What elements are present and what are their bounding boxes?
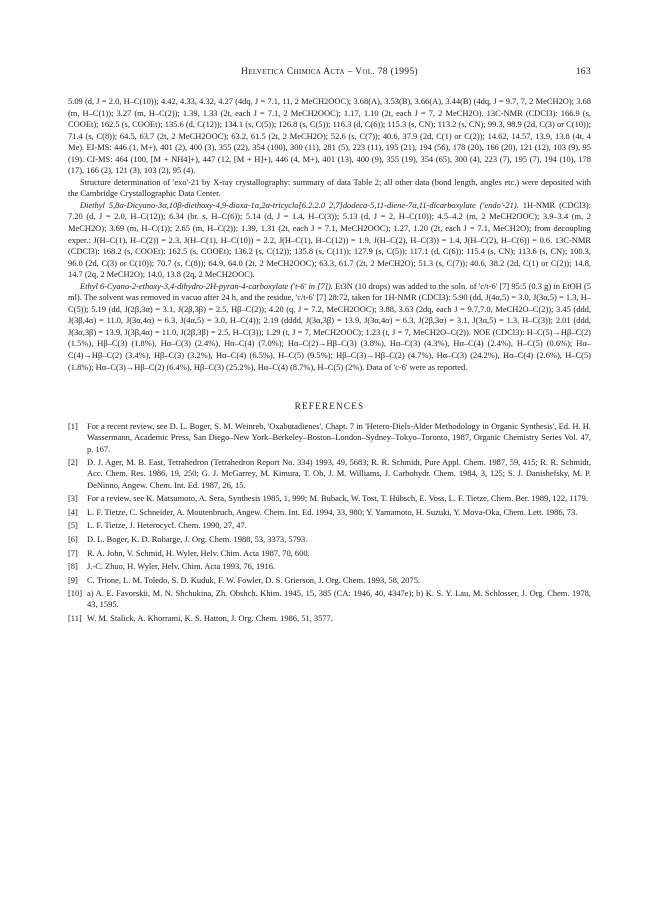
paragraph-endo-21-text: 1H-NMR (CDCl3): 7.20 (d, J = 2.0, H–C(12)); 6.34 (br. s, H–C(6)); 5.14 (d, J = 1.4, H–C(3)); 5.13 (d, J = 2, H–C(10)); 4.5–4.2 (m, 2 MeCH2OOC); 3.9–3.4 (m, 2 MeCH2O); 3.69 (m, H–C(1)); 2.65 (m, H–C(2)); 1.39, 1.31 (2t, each J = 7.1, MeCH2OOC); 1.27, 1.20 (2t, each J = 7.1, MeCH2O); from decoupling exper.: J(H–C(1), H–C(2)) = 2.3, J(H–C(1), H–C(10)) = 2.2, J(H–C(1), H–C(12)) = 1.9, J(H–C(2), H–C(3)) = 1.4, J(H–C(2), H–C(6)) = 0.6. 13C-NMR (CDCl3): 168.2 (s, COOEt); 162.5 (s, COOEt); 136.2 (s, C(12)); 135.8 (s, C(11)); 127.9 (s, C(5)); 117.1 (d, C(6)); 115.4 (s, CN); 113.6 (s, CN); 100.3, 96.0 (2d, C(3) or C(10)); 70.7 (s, C(8)); 64.9, 64.0 (2t, 2 MeCH2OOC); 63.3, 61.7 (2t, 2 MeCH2O); 51.3 (s, C(7)); 40.6, 38.2 (2d, C(1) or C(2)); 14.8, 14.7 (2q, 2 MeCH2O); 14.0, 13.8 (2q, 2 MeCH2OOC). xyxy=(68,199,591,280)
reference-text: L. F. Tietze, J. Heterocycl. Chem. 1990, 27, 47. xyxy=(87,520,247,531)
reference-text: C. Trione, L. M. Toledo, S. D. Kuduk, F. W. Fowler, D. S. Grierson, J. Org. Chem. 1993, 58, 2075. xyxy=(87,574,421,585)
reference-item xyxy=(68,613,591,624)
reference-item xyxy=(68,588,591,610)
reference-number: [7] xyxy=(68,547,78,558)
reference-text: For a recent review, see D. L. Boger, S. M. Weinreb, 'Oxabutadienes', Chapt. 7 in 'Hetero-Diels-Alder Methodology in Organic Synthesis', Ed. H. H. Wassermann, Academic Press, San Diego–New York–Berkeley–Boston–London–Sydney–Tokyo–Toronto, 1987, Organic Chemistry Series Vol. 47, p. 167. xyxy=(87,421,591,454)
reference-text: R. A. John, V. Schmid, H. Wyler, Helv. Chim. Acta 1987, 70, 600. xyxy=(87,547,310,558)
paragraph-t-6 xyxy=(68,281,591,373)
reference-number: [4] xyxy=(68,506,78,517)
reference-text: D. J. Ager, M. B. East, Tetrahedron (Tetrahedron Report No. 334) 1993, 49, 5683; R. R. Schmidt, Pure Appl. Chem. 1987, 59, 415; R. R. Schmidt, Acc. Chem. Res. 1986, 19, 250; G. J. McGarrey, M. Kimura, T. Oh, J. M. Williams, J. Carbohydr. Chem. 1984, 3, 125; S. J. Danishefsky, M. P. DeNinno, Angew. Chem. Int. Ed. 1987, 26, 15. xyxy=(87,457,591,490)
reference-text: L. F. Tietze, C. Schneider, A. Moutenbruch, Angew. Chem. Int. Ed. 1994, 33, 980; Y. Yamamoto, H. Suzuki, Y. Mova-Oka, Chem. Lett. 1986, 73. xyxy=(87,506,578,517)
reference-number: [8] xyxy=(68,561,78,572)
paragraph-structure-determination: Structure determination of 'exo'-21 by X-ray crystallography: summary of data Table 2; all other data (bond length, angles etc.) were deposited with the Cambridge Crystallographic Data Center. xyxy=(68,176,591,199)
reference-item xyxy=(68,548,591,559)
reference-text: D. L. Boger, K. D. Robarge, J. Org. Chem. 1988, 53, 3373, 5793. xyxy=(87,533,308,544)
page-number: 163 xyxy=(575,66,591,77)
reference-list xyxy=(68,421,591,624)
reference-number: [2] xyxy=(68,457,78,468)
reference-number: [1] xyxy=(68,421,78,432)
compound-name-t-6: Ethyl 6-Cyano-2-ethoxy-3,4-dihydro-2H-pyran-4-carboxylate ('t-6' in [7]). xyxy=(80,280,333,291)
reference-item xyxy=(68,534,591,545)
reference-number: [11] xyxy=(68,613,82,624)
reference-text: W. M. Stalick, A. Khorrami, K. S. Hatton, J. Org. Chem. 1986, 51, 3577. xyxy=(87,613,333,624)
paragraph-spectral-data: 5.09 (d, J = 2.0, H–C(10)); 4.42, 4.33, 4.32, 4.27 (4dq, J = 7.1, 11, 2 MeCH2OOC); 3.68(A), 3.53(B), 3.66(A), 3.44(B) (4dq, J = 9.7, 7, 2 MeCH2O); 3.68 (m, H–C(1)); 3.27 (m, H–C(2)); 1.39, 1.33 (2t, each J = 7.1, 2 MeCH2OOC); 1.17, 1.10 (2t, each J = 7, 2 MeCH2O). 13C-NMR (CDCl3): 166.9 (s, COOEt); 162.5 (s, COOEt); 135.6 (d, C(12)); 134.1 (s, C(5)); 126.8 (s, C(5)); 116.3 (d, C(6)); 115.3 (s, CN); 113.2 (s, CN); 99.3, 98.9 (2d, C(3) or C(10)); 71.4 (s, C(8)); 64.5, 63.7 (2t, 2 MeCH2OOC); 63.2, 61.5 (2t, 2 MeCH2O); 52.6 (s, C(7)); 40.6, 37.9 (2d, C(1) or C(2)); 14.62, 14.57, 13.9, 13.8 (4t, 4 Me). EI-MS: 446 (1, M+), 401 (2), 400 (3), 355 (22), 354 (100), 300 (11), 281 (5), 223 (11), 195 (21), 194 (56), 178 (20), 166 (20), 121 (12), 103 (9), 95 (19). CI-MS: 464 (100, [M + NH4]+), 447 (12, [M + H]+), 446 (4, M+), 401 (13), 400 (9), 355 (19), 354 (65), 300 (4), 223 (7), 195 (7), 194 (10), 178 (17), 166 (2), 121 (3), 103 (2), 95 (4). xyxy=(68,96,591,176)
reference-item xyxy=(68,507,591,518)
paragraph-endo-21 xyxy=(68,200,591,281)
reference-number: [5] xyxy=(68,520,78,531)
journal-page xyxy=(68,66,591,627)
reference-text: J.-C. Zhuo, H. Wyler, Helv. Chim. Acta 1993, 76, 1916. xyxy=(87,561,276,572)
reference-item xyxy=(68,561,591,572)
reference-text: For a review, see K. Matsumoto, A. Sera, Synthesis 1985, 1, 999; M. Buback, W. Tost, T. Hübsch, E. Voss, L. F. Tietze, Chem. Ber. 1989, 122, 1179. xyxy=(87,493,588,504)
reference-text: a) A. E. Favorskii, M. N. Shchukina, Zh. Obshch. Khim. 1945, 15, 385 (CA: 1946, 40, 4347e); b) K. S. Y. Lau, M. Schlosser, J. Org. Chem. 1978, 43, 1595. xyxy=(87,588,591,610)
reference-number: [9] xyxy=(68,574,78,585)
reference-item xyxy=(68,421,591,455)
reference-number: [6] xyxy=(68,533,78,544)
reference-item xyxy=(68,457,591,491)
paragraph-t-6-text: Et3N (10 drops) was added to the soln. of 'c/t-6' [7] 95:5 (0.3 g) in EtOH (5 ml). The solvent was removed in vacuo after 24 h, and the residue, 'c/t-6' [7] 28:72, taken for 1H-NMR (CDCl3): 5.90 (dd, J(4α,5) = 3.0, J(3α,5) = 1.3, H–C(5)); 5.19 (dd, J(2β,3α) = 3.1, J(2β,3β) = 2.5, Hβ–C(2)); 4.20 (q, J = 7.2, MeCH2OOC); 3.88, 3.63 (2dq, each J = 9.7,7.0, MeCH2O–C(2)); 3.45 (ddd, J(3β,4α) = 11.0, J(3α,4α) = 6.3, J(4α,5) = 3.0, H–C(4)); 2.19 (dddd, J(3α,3β) = 13.9, J(3α,4α) = 6.3, J(2β,3α) = 3.1, J(3α,5) = 1.3, H–C(3)); 2.01 (ddd, J(3α,3β) = 13.9, J(3β,4α) = 11.0, J(2β,3β) = 2.5, H–C(3)); 1.29 (t, J = 7, MeCH2OOC); 1.23 (t, J = 7, MeCH2O–C(2)). NOE (CDCl3): H–C(5)→Hβ–C(2) (1.5%), Hβ–C(3) (1.8%), Hα–C(3) (2.4%), Hα–C(4) (7.0%); Hα–C(2)→Hβ–C(3) (3.8%), Hα–C(3) (4.3%), Hα–C(4) (2.4%), H–C(5) (0.6%); Hα–C(4)→Hβ–C(2) (3.4%), Hβ–C(3) (3.2%), Hα–C(4) (6.5%), H–C(5) (9.5%); Hβ–C(3)→Hβ–C(2) (4.7%), Hα–C(3) (24.2%), Hα–C(4) (2.6%), H–C(5) (1.8%); Hα–C(3)→Hβ–C(2) (6.4%), Hβ–C(3) (25.2%), Hα–C(4) (8.7%), H–C(5) (2%). Data of 'c-6' were as reported. xyxy=(68,280,591,372)
reference-item xyxy=(68,520,591,531)
experimental-text xyxy=(68,96,591,373)
running-header xyxy=(68,66,591,80)
reference-item xyxy=(68,575,591,586)
references-heading: REFERENCES xyxy=(294,401,365,412)
journal-title: Helvetica Chimica Acta – Vol. 78 (1995) xyxy=(241,66,418,77)
reference-number: [3] xyxy=(68,493,78,504)
reference-item xyxy=(68,493,591,504)
reference-number: [10] xyxy=(68,588,83,599)
compound-name-endo-21: Diethyl 5,8α-Dicyano-3α,10β-diethoxy-4,9-dioxa-1α,2α-tricyclo[6.2.2.0 2,7]dodeca-5,11-diene-7α,11-dicarboxylate ('endo'-21). xyxy=(80,199,519,210)
